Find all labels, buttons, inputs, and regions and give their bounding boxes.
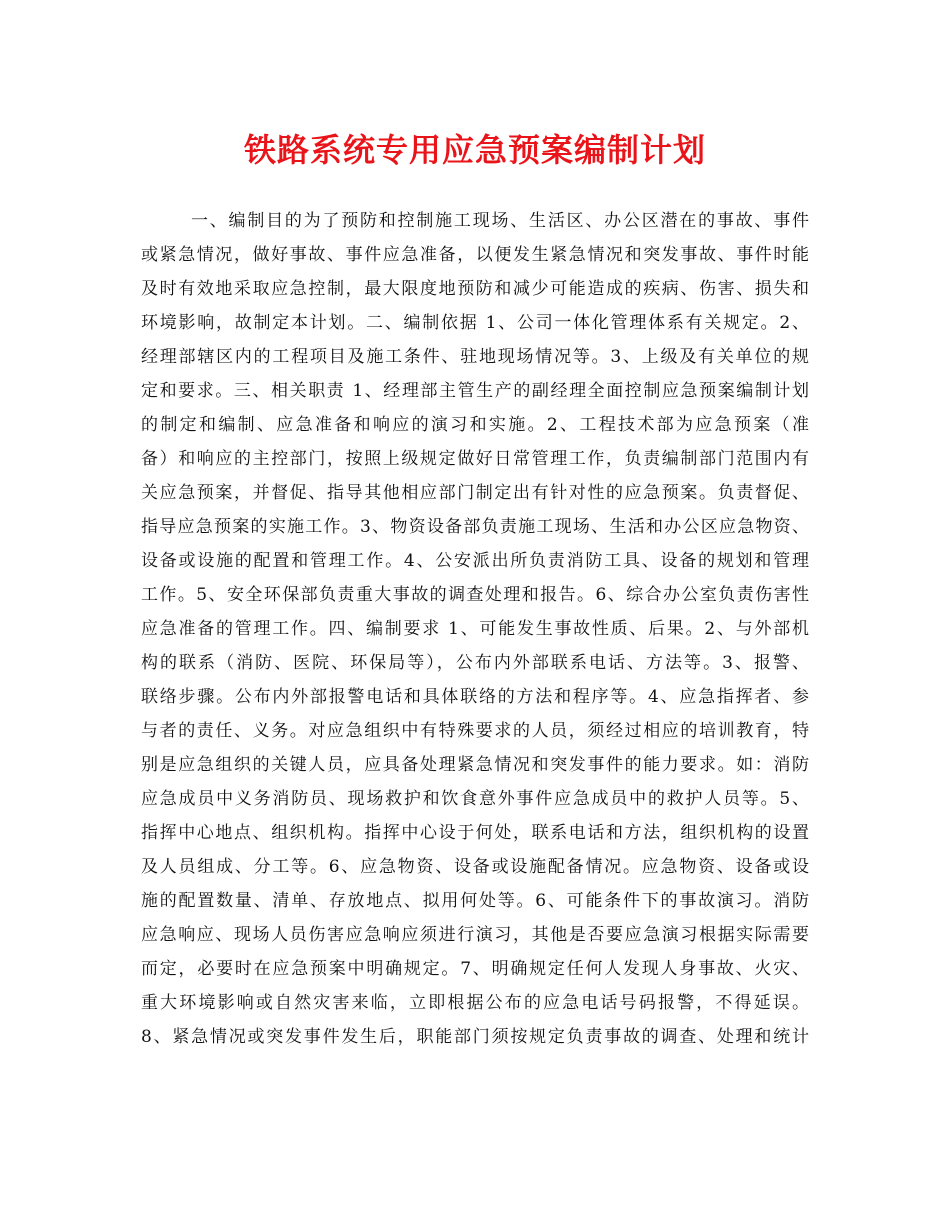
- body-line: 与者的责任、义务。对应急组织中有特殊要求的人员，须经过相应的培训教育，特: [141, 721, 809, 741]
- body-line: 或紧急情况，做好事故、事件应急准备，以便发生紧急情况和突发事故、事件时能: [141, 245, 809, 265]
- body-line: 关应急预案，并督促、指导其他相应部门制定出有针对性的应急预案。负责督促、: [141, 483, 809, 503]
- body-line: 构的联系（消防、医院、环保局等），公布内外部联系电话、方法等。3、报警、: [141, 653, 809, 673]
- document-body: [141, 204, 809, 1054]
- body-line: 的制定和编制、应急准备和响应的演习和实施。2、工程技术部为应急预案（准: [141, 415, 809, 435]
- body-line: 指挥中心地点、组织机构。指挥中心设于何处，联系电话和方法，组织机构的设置: [141, 823, 809, 843]
- body-line: 及人员组成、分工等。6、应急物资、设备或设施配备情况。应急物资、设备或设: [141, 857, 809, 877]
- body-line: 8、紧急情况或突发事件发生后，职能部门须按规定负责事故的调查、处理和统计: [141, 1027, 809, 1047]
- body-line: 环境影响，故制定本计划。二、编制依据 1、公司一体化管理体系有关规定。2、: [141, 313, 809, 333]
- body-line: 一、编制目的为了预防和控制施工现场、生活区、办公区潜在的事故、事件: [191, 211, 809, 231]
- body-line: 施的配置数量、清单、存放地点、拟用何处等。6、可能条件下的事故演习。消防: [141, 891, 809, 911]
- document-title: 铁路系统专用应急预案编制计划: [243, 131, 706, 169]
- body-line: 设备或设施的配置和管理工作。4、公安派出所负责消防工具、设备的规划和管理: [141, 551, 809, 571]
- body-line: 备）和响应的主控部门，按照上级规定做好日常管理工作，负责编制部门范围内有: [141, 449, 809, 469]
- body-line: 定和要求。三、相关职责 1、经理部主管生产的副经理全面控制应急预案编制计划: [141, 381, 809, 401]
- body-line: 及时有效地采取应急控制，最大限度地预防和减少可能造成的疾病、伤害、损失和: [141, 279, 809, 299]
- body-line: 指导应急预案的实施工作。3、物资设备部负责施工现场、生活和办公区应急物资、: [141, 517, 809, 537]
- body-line: 别是应急组织的关键人员，应具备处理紧急情况和突发事件的能力要求。如：消防: [141, 755, 809, 775]
- body-line: 应急响应、现场人员伤害应急响应须进行演习，其他是否要应急演习根据实际需要: [141, 925, 809, 945]
- body-line: 经理部辖区内的工程项目及施工条件、驻地现场情况等。3、上级及有关单位的规: [141, 347, 809, 367]
- body-line: 应急成员中义务消防员、现场救护和饮食意外事件应急成员中的救护人员等。5、: [141, 789, 809, 809]
- body-line: 重大环境影响或自然灾害来临，立即根据公布的应急电话号码报警，不得延误。: [141, 993, 809, 1013]
- body-line: 工作。5、安全环保部负责重大事故的调查处理和报告。6、综合办公室负责伤害性: [141, 585, 809, 605]
- body-line: 联络步骤。公布内外部报警电话和具体联络的方法和程序等。4、应急指挥者、参: [141, 687, 809, 707]
- body-line: 而定，必要时在应急预案中明确规定。7、明确规定任何人发现人身事故、火灾、: [141, 959, 809, 979]
- body-line: 应急准备的管理工作。四、编制要求 1、可能发生事故性质、后果。2、与外部机: [141, 619, 809, 639]
